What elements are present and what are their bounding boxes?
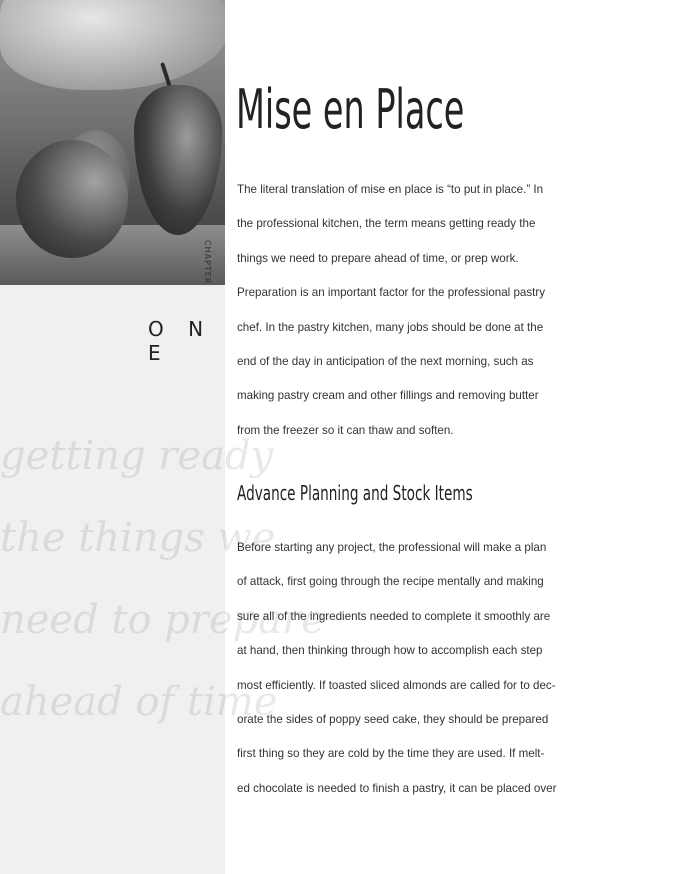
section-paragraph xyxy=(237,531,609,806)
text-line: most efficiently. If toasted sliced almonds are called for to dec- xyxy=(237,678,556,692)
text-line: at hand, then thinking through how to accomplish each step xyxy=(237,644,543,658)
text-line: chef. In the pastry kitchen, many jobs should be done at the xyxy=(237,320,544,334)
text-line: first thing so they are cold by the time they are used. If melt- xyxy=(237,747,545,761)
chapter-label: CHAPTER xyxy=(203,240,212,285)
intro-paragraph xyxy=(237,173,609,448)
text-line: from the freezer so it can thaw and soften. xyxy=(237,423,454,437)
chapter-number: O N E xyxy=(148,317,213,365)
text-line: making pastry cream and other fillings and removing butter xyxy=(237,389,539,403)
pear-shape xyxy=(134,85,222,235)
text-line: sure all of the ingredients needed to complete it smoothly are xyxy=(237,609,551,623)
hands-peeling-shape xyxy=(0,0,225,90)
pear-shape xyxy=(16,140,128,258)
watermark-line: ahead of time xyxy=(0,679,278,725)
page-title: Mise en Place xyxy=(236,78,465,142)
section-heading: Advance Planning and Stock Items xyxy=(237,481,473,505)
text-line: of attack, first going through the recipe mentally and making xyxy=(237,575,544,589)
text-line: things we need to prepare ahead of time, or prep work. xyxy=(237,251,519,265)
text-line: The literal translation of mise en place is “to put in place.” In xyxy=(237,183,544,196)
watermark-line: need to prepare xyxy=(0,597,325,643)
text-line: orate the sides of poppy seed cake, they should be prepared xyxy=(237,713,549,727)
pears-photo xyxy=(0,0,225,285)
text-line: the professional kitchen, the term means getting ready the xyxy=(237,217,536,231)
text-line: Before starting any project, the professional will make a plan xyxy=(237,541,547,554)
text-line: ed chocolate is needed to finish a pastry, it can be placed over xyxy=(237,781,557,795)
text-line: Preparation is an important factor for the professional pastry xyxy=(237,286,546,300)
text-line: end of the day in anticipation of the next morning, such as xyxy=(237,355,534,369)
watermark-line: getting ready xyxy=(0,433,274,479)
watermark-line: the things we xyxy=(0,515,276,561)
